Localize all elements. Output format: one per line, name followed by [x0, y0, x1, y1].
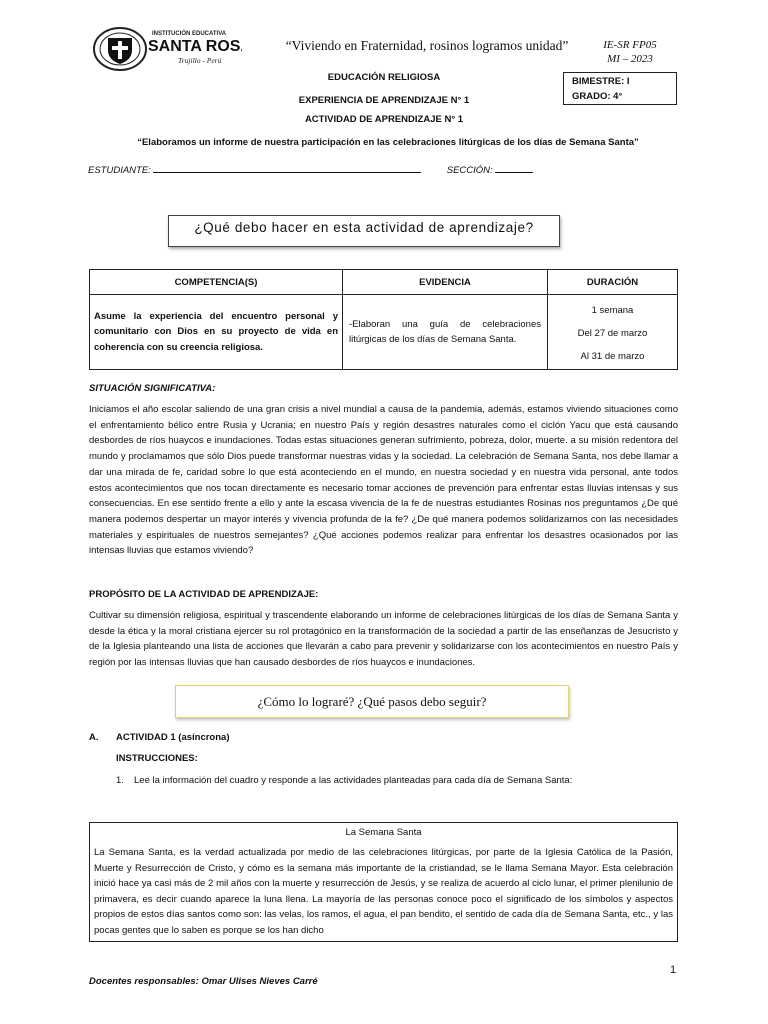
student-name-field[interactable]: [153, 163, 421, 173]
activity-title: ACTIVIDAD DE APRENDIZAJE N° 1: [304, 114, 464, 125]
subject-title: EDUCACIÓN RELIGIOSA: [327, 72, 441, 83]
duracion-line: 1 semana: [591, 305, 634, 316]
semana-santa-box: [89, 822, 678, 942]
logo-city-text: Trujillo - Perú: [178, 56, 222, 65]
school-logo: [92, 24, 242, 74]
bimestre-label: BIMESTRE: I: [572, 76, 630, 87]
table-row: [90, 295, 678, 370]
cell-duracion: [548, 295, 678, 370]
situacion-heading: SITUACIÓN SIGNIFICATIVA:: [89, 383, 216, 394]
duracion-line: Al 31 de marzo: [580, 351, 645, 362]
header-evidencia: EVIDENCIA: [343, 270, 548, 295]
page-number: 1: [670, 964, 677, 976]
instructions-heading: INSTRUCCIONES:: [116, 753, 198, 764]
logo-name-text: SANTA ROSA: [148, 38, 242, 55]
semana-santa-heading: La Semana Santa: [345, 827, 422, 838]
proposito-heading: PROPÓSITO DE LA ACTIVIDAD DE APRENDIZAJE:: [89, 589, 319, 600]
instruction-item-number: 1.: [116, 775, 124, 786]
activity-letter: A.: [89, 732, 99, 743]
document-code-line2: MI – 2023: [607, 53, 653, 65]
cell-competencia: Asume la experiencia del encuentro personal y comunitario con Dios en su proyecto de vida en coherencia con su creencia religiosa.: [90, 295, 343, 370]
how-box: [175, 685, 569, 718]
duracion-line: Del 27 de marzo: [577, 328, 648, 339]
student-line: [88, 163, 533, 176]
proposito-text: Cultivar su dimensión religiosa, espiritual y trascendente elaborando un informe de celebraciones litúrgicas de los días de Semana Santa y desde la ética y la moral cristiana ejercer su rol protagónico en la transformación de la sociedad a partir de las enseñanzas de Jesucristo y de la Iglesia planteando una lista de acciones que llevarán a cabo para prevenir y solidarizarse con los acontecimientos en nuestro País y región por las intensas lluvias que han causado desbordes de ríos huaycos e inundaciones.: [89, 610, 678, 669]
logo-institution-text: INSTITUCIÓN EDUCATIVA: [152, 31, 227, 37]
student-label: ESTUDIANTE:: [88, 165, 151, 176]
experience-title: EXPERIENCIA DE APRENDIZAJE N° 1: [298, 95, 470, 106]
grado-label: GRADO: 4°: [572, 91, 623, 102]
main-title: “Elaboramos un informe de nuestra participación en las celebraciones litúrgicas de los días de Semana Santa”: [137, 137, 639, 148]
header-competencia: COMPETENCIA(S): [90, 270, 343, 295]
activity-heading: ACTIVIDAD 1 (asíncrona): [116, 732, 230, 743]
document-code: [592, 38, 668, 66]
section-label: SECCIÓN:: [446, 165, 493, 176]
bimestre-box: [563, 72, 677, 105]
school-motto: “Viviendo en Fraternidad, rosinos logramos unidad”: [285, 38, 569, 53]
what-to-do-text: ¿Qué debo hacer en esta actividad de aprendizaje?: [194, 220, 534, 235]
table-header-row: [90, 270, 678, 295]
semana-santa-text: La Semana Santa, es la verdad actualizada por medio de las celebraciones litúrgicas, por parte de la Iglesia Católica de la Pasión, Muerte y Resurrección de Cristo, y cómo es la semana más importante de la cristiandad, se le llama Semana Mayor. Esta celebración inició hace ya casi más de 2 mil años con la muerte y resurrección de Jesús, y se realiza de acuerdo al ciclo lunar, el primer plenilunio de primavera, es decir cuando aparece la luna llena. La mayoría de las personas conoce poco el significado de los símbolos y aspectos propios de estos días santos como son: las velas, los ramos, el agua, el pan bendito, el sentido de cada día de Semana Santa, etc., y las pocas gentes que lo saben es porque se los han dicho: [94, 847, 673, 936]
cell-evidencia: -Elaboran una guía de celebraciones litúrgicas de los días de Semana Santa.: [343, 295, 548, 370]
document-code-line1: IE-SR FP05: [603, 39, 657, 51]
how-text: ¿Cómo lo lograré? ¿Qué pasos debo seguir?: [257, 694, 487, 709]
what-to-do-box: [168, 215, 560, 247]
instruction-item-text: Lee la información del cuadro y responde a las actividades planteadas para cada día de Semana Santa:: [134, 775, 573, 786]
situacion-text: Iniciamos el año escolar saliendo de una gran crisis a nivel mundial a causa de la pandemia, además, estamos viviendo situaciones como el enfrentamiento bélico entre Rusia y Ucrania; en nuestro País y región desastres naturales como el ciclón Yacu que está causando desbordes de ríos huaycos e inundaciones. Todas estas situaciones generan sufrimiento, pobreza, dolor, muerte. a su misión redentora del mundo y proclamamos que sólo Dios puede transformar nuestras vidas y la sociedad. La celebración de Semana Santa, nos debe llamar a dar una mirada de fe, caridad sobre lo que está aconteciendo en el mundo, en nuestra sociedad y en nuestra vida personal, ante todos estos acontecimientos que nos tocan directamente es necesario tomar acciones de prevención para enfrentar estas lluvias intensas y sus consecuencias. En ese sentido frente a ello y ante la escasa vivencia de la fe de nuestras estudiantes Rosinas nos preguntamos ¿De qué manera podemos despertar un mayor interés y vivencia profunda de la fe? ¿De qué manera podemos solidarizarnos con las necesidades materiales y espirituales de nuestros semejantes? ¿Qué acciones podemos realizar para enfrentar los desastres ocasionados por las intensas lluvias que estamos viviendo?: [89, 404, 678, 557]
competency-table: [89, 269, 678, 370]
header-duracion: DURACIÓN: [548, 270, 678, 295]
section-field[interactable]: [495, 163, 533, 173]
footer-docentes: Docentes responsables: Omar Ulises Nieves Carré: [89, 976, 318, 987]
